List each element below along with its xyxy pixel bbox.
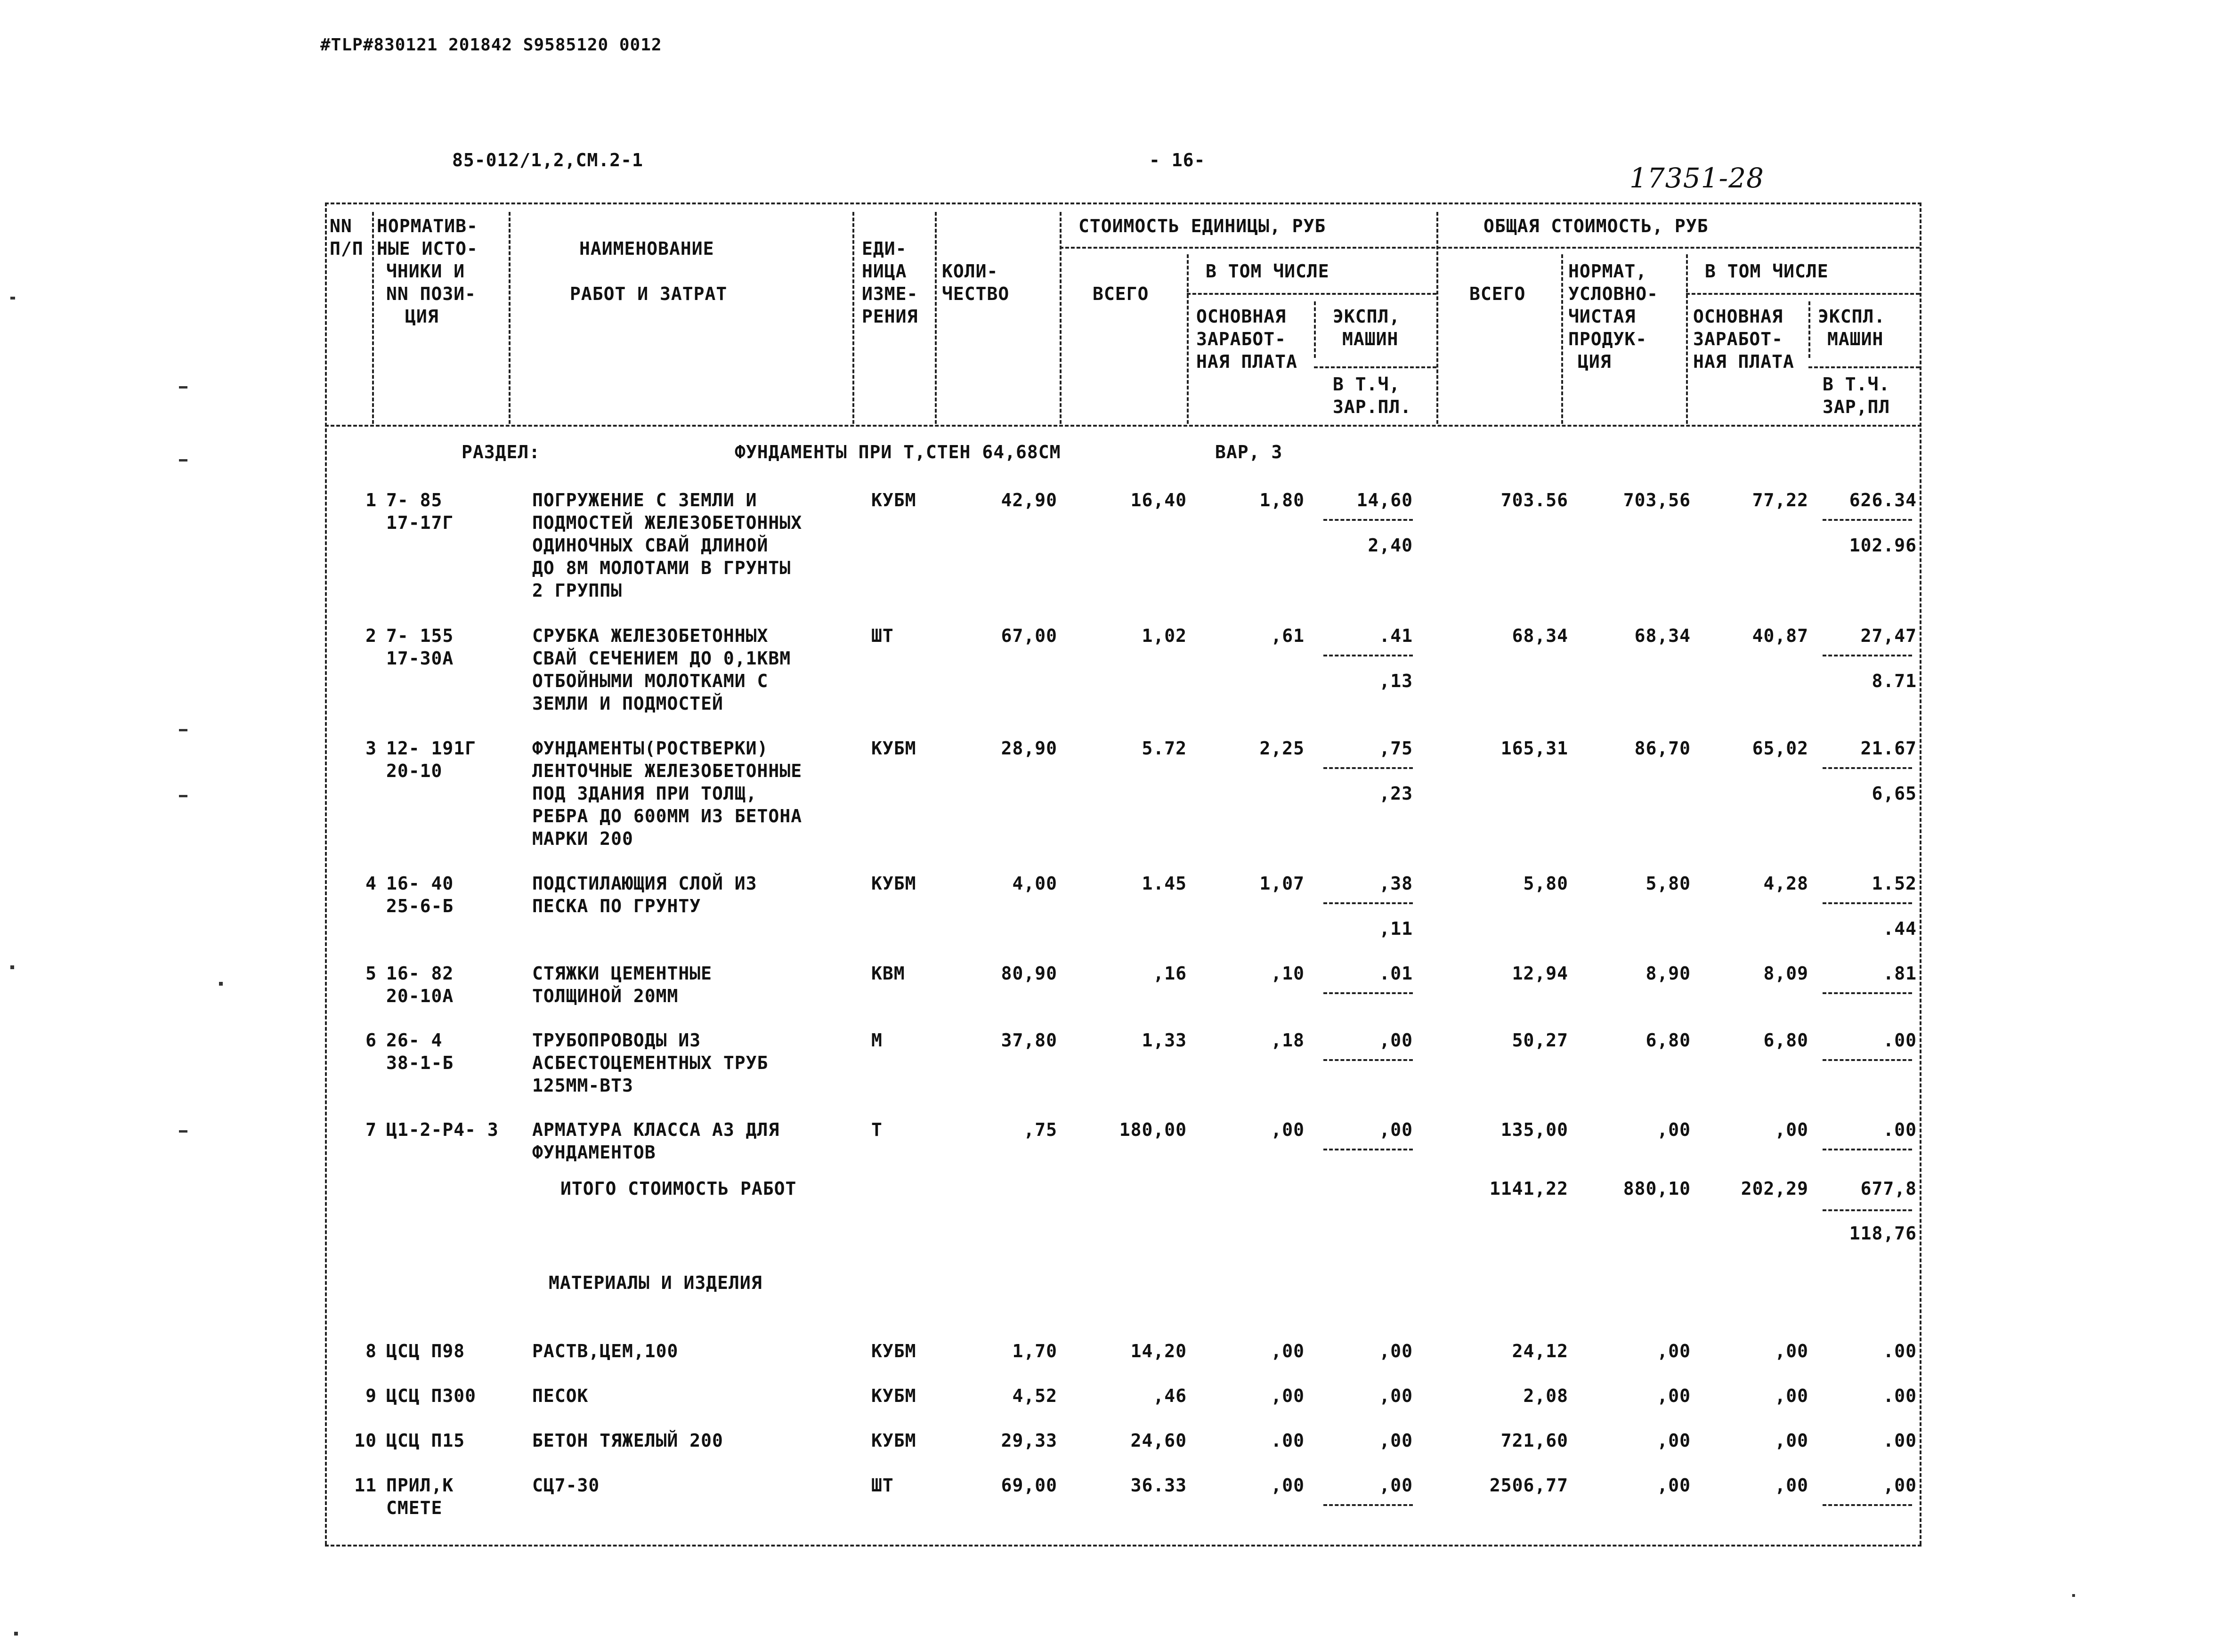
material-total: 2,08 xyxy=(1523,1385,1568,1406)
subtotal-dash xyxy=(1323,902,1413,904)
subtotal-dash xyxy=(1823,1149,1912,1150)
row-unit-base: ,10 xyxy=(1271,963,1305,984)
row-unit: М xyxy=(871,1030,883,1051)
header-unit-vsego: ВСЕГО xyxy=(1093,283,1149,304)
material-code-1: ЦСЦ П15 xyxy=(386,1430,465,1451)
scan-speck xyxy=(14,1632,18,1636)
header-osnovnaya2-2: ЗАРАБОТ- xyxy=(1693,329,1783,349)
row-unit: Т xyxy=(871,1119,883,1140)
header-subline xyxy=(1686,293,1920,295)
header-ekspl2-2: МАШИН xyxy=(1827,329,1884,349)
header-osnovnaya-1: ОСНОВНАЯ xyxy=(1196,306,1287,327)
row-total-norm: 6,80 xyxy=(1646,1030,1691,1051)
header-qty-1: КОЛИ- xyxy=(942,261,998,282)
header-vtch-2: ЗАР.ПЛ. xyxy=(1333,397,1412,417)
material-total: 721,60 xyxy=(1500,1430,1568,1451)
material-total-base: ,00 xyxy=(1775,1475,1808,1496)
row-total-base: 40,87 xyxy=(1752,625,1808,646)
row-total: 165,31 xyxy=(1500,738,1568,759)
subtotal-dash xyxy=(1823,992,1912,994)
material-number: 10 xyxy=(354,1430,377,1451)
subtotal-dash xyxy=(1323,519,1413,521)
itogo-label: ИТОГО СТОИМОСТЬ РАБОТ xyxy=(560,1178,797,1199)
header-subline xyxy=(1187,293,1436,295)
header-osnovnaya-3: НАЯ ПЛАТА xyxy=(1196,351,1297,372)
material-total: 2506,77 xyxy=(1489,1475,1568,1496)
material-unit-total: 24,60 xyxy=(1130,1430,1187,1451)
header-divider xyxy=(1686,254,1688,424)
material-qty: 29,33 xyxy=(1001,1430,1057,1451)
header-unit-cost-title: СТОИМОСТЬ ЕДИНИЦЫ, РУБ xyxy=(1078,216,1326,236)
row-unit-machines: .01 xyxy=(1379,963,1413,984)
page-number: - 16- xyxy=(1149,150,1206,170)
row-unit-base: ,00 xyxy=(1271,1119,1305,1140)
header-normat-1: НОРМАТ, xyxy=(1568,261,1647,282)
row-total: 135,00 xyxy=(1500,1119,1568,1140)
row-unit-base: 2,25 xyxy=(1259,738,1305,759)
row-code-1: Ц1-2-Р4- 3 xyxy=(386,1119,499,1140)
row-name-line: СРУБКА ЖЕЛЕЗОБЕТОННЫХ xyxy=(532,625,769,646)
row-total-machines-zp: 8.71 xyxy=(1872,671,1917,691)
header-normat-5: ЦИЯ xyxy=(1578,351,1612,372)
material-name: РАСТВ,ЦЕМ,100 xyxy=(532,1341,679,1361)
header-divider xyxy=(1060,212,1062,424)
material-unit-machines: ,00 xyxy=(1379,1385,1413,1406)
row-name-line: ОДИНОЧНЫХ СВАЙ ДЛИНОЙ xyxy=(532,535,769,556)
header-unit-2: НИЦА xyxy=(862,261,907,282)
material-unit: КУБМ xyxy=(871,1430,916,1451)
row-number: 3 xyxy=(365,738,377,759)
row-name-line: ПЕСКА ПО ГРУНТУ xyxy=(532,896,701,916)
subtotal-dash xyxy=(1823,655,1912,656)
scan-speck xyxy=(10,297,15,300)
section-variant: ВАР, 3 xyxy=(1215,442,1283,462)
header-osnovnaya2-1: ОСНОВНАЯ xyxy=(1693,306,1783,327)
row-unit-machines-zp: ,23 xyxy=(1379,783,1413,804)
row-name-line: ОТБОЙНЫМИ МОЛОТКАМИ С xyxy=(532,671,769,691)
row-total-machines: 1.52 xyxy=(1872,873,1917,894)
header-osnovnaya2-3: НАЯ ПЛАТА xyxy=(1693,351,1794,372)
material-qty: 69,00 xyxy=(1001,1475,1057,1496)
row-name-line: АСБЕСТОЦЕМЕНТНЫХ ТРУБ xyxy=(532,1053,769,1073)
scan-speck xyxy=(179,729,187,731)
material-unit-total: 14,20 xyxy=(1130,1341,1187,1361)
row-unit-machines-zp: ,11 xyxy=(1379,918,1413,939)
row-code-2: 20-10А xyxy=(386,986,454,1006)
subtotal-dash xyxy=(1323,767,1413,769)
section-label: РАЗДЕЛ: xyxy=(462,442,541,462)
row-code-2: 25-6-Б xyxy=(386,896,454,916)
header-unit-1: ЕДИ- xyxy=(862,238,907,259)
section-title: ФУНДАМЕНТЫ ПРИ Т,СТЕН 64,68СМ xyxy=(735,442,1061,462)
subtotal-dash xyxy=(1323,655,1413,656)
table-left-border xyxy=(325,202,327,1545)
row-unit: ШТ xyxy=(871,625,894,646)
material-unit: ШТ xyxy=(871,1475,894,1496)
itogo-base: 202,29 xyxy=(1741,1178,1808,1199)
row-code-2: 17-30А xyxy=(386,648,454,669)
material-total-norm: ,00 xyxy=(1657,1341,1691,1361)
row-code-1: 7- 155 xyxy=(386,625,454,646)
header-subline xyxy=(1060,247,1920,249)
row-total-norm: 8,90 xyxy=(1646,963,1691,984)
header-vtch-1: В Т.Ч, xyxy=(1333,374,1401,395)
scan-speck xyxy=(2072,1594,2075,1597)
row-unit-machines: 14,60 xyxy=(1356,490,1413,510)
header-divider xyxy=(509,212,511,424)
row-total-machines-zp: 6,65 xyxy=(1872,783,1917,804)
header-ekspl-2: МАШИН xyxy=(1342,329,1399,349)
row-unit-machines-zp: 2,40 xyxy=(1368,535,1413,556)
row-name-line: РЕБРА ДО 600ММ ИЗ БЕТОНА xyxy=(532,806,803,826)
material-total-base: ,00 xyxy=(1775,1430,1808,1451)
row-name-line: 125ММ-ВТЗ xyxy=(532,1075,633,1096)
row-unit-machines-zp: ,13 xyxy=(1379,671,1413,691)
material-number: 8 xyxy=(365,1341,377,1361)
row-unit: КУБМ xyxy=(871,490,916,510)
header-v-tom-chisle: В ТОМ ЧИСЛЕ xyxy=(1206,261,1329,282)
material-total-machines: ,00 xyxy=(1883,1475,1917,1496)
row-number: 2 xyxy=(365,625,377,646)
row-name-line: ФУНДАМЕНТЫ(РОСТВЕРКИ) xyxy=(532,738,769,759)
header-normat-2: УСЛОВНО- xyxy=(1568,283,1659,304)
row-unit-base: ,61 xyxy=(1271,625,1305,646)
row-total-machines: .81 xyxy=(1883,963,1917,984)
header-normat-3: ЧИСТАЯ xyxy=(1568,306,1636,327)
row-total: 12,94 xyxy=(1512,963,1568,984)
row-total-norm: 703,56 xyxy=(1623,490,1691,510)
row-unit: КУБМ xyxy=(871,738,916,759)
row-name-line: ПОГРУЖЕНИЕ С ЗЕМЛИ И xyxy=(532,490,757,510)
row-unit: КУБМ xyxy=(871,873,916,894)
table-right-border xyxy=(1920,202,1921,1545)
row-code-1: 16- 40 xyxy=(386,873,454,894)
row-total-base: 8,09 xyxy=(1763,963,1808,984)
row-unit-total: ,16 xyxy=(1153,963,1187,984)
material-name: ПЕСОК xyxy=(532,1385,589,1406)
material-total-base: ,00 xyxy=(1775,1385,1808,1406)
material-total-machines: .00 xyxy=(1883,1385,1917,1406)
row-code-2: 17-17Г xyxy=(386,512,454,533)
subtotal-dash xyxy=(1823,767,1912,769)
header-unit-3: ИЗМЕ- xyxy=(862,283,918,304)
row-qty: 80,90 xyxy=(1001,963,1057,984)
row-total: 50,27 xyxy=(1512,1030,1568,1051)
material-name: СЦ7-30 xyxy=(532,1475,600,1496)
scan-speck xyxy=(179,386,187,389)
subtotal-dash xyxy=(1323,1504,1413,1506)
row-total-machines-zp: .44 xyxy=(1883,918,1917,939)
row-total-norm: 5,80 xyxy=(1646,873,1691,894)
row-total-machines: 21.67 xyxy=(1860,738,1917,759)
row-qty: 42,90 xyxy=(1001,490,1057,510)
subtotal-dash xyxy=(1323,1149,1413,1150)
scan-speck xyxy=(179,459,187,462)
header-qty-2: ЧЕСТВО xyxy=(942,283,1010,304)
material-qty: 4,52 xyxy=(1012,1385,1057,1406)
material-unit-base: ,00 xyxy=(1271,1385,1305,1406)
row-unit-machines: ,38 xyxy=(1379,873,1413,894)
material-total-machines: .00 xyxy=(1883,1341,1917,1361)
header-divider xyxy=(1314,301,1316,358)
row-code-2: 38-1-Б xyxy=(386,1053,454,1073)
header-norm-1: НОРМАТИВ- xyxy=(377,216,478,236)
row-qty: 4,00 xyxy=(1012,873,1057,894)
row-total-norm: 68,34 xyxy=(1634,625,1691,646)
scan-speck xyxy=(179,1130,187,1133)
row-number: 5 xyxy=(365,963,377,984)
scan-speck xyxy=(10,965,14,969)
handwritten-number: 17351-28 xyxy=(1629,162,1764,194)
row-name-line: ПОДСТИЛАЮЩИЯ СЛОЙ ИЗ xyxy=(532,873,757,894)
material-code-2: СМЕТЕ xyxy=(386,1498,443,1518)
row-name-line: ПОДМОСТЕЙ ЖЕЛЕЗОБЕТОННЫХ xyxy=(532,512,803,533)
row-name-line: ТОЛЩИНОЙ 20ММ xyxy=(532,986,679,1006)
header-normat-4: ПРОДУК- xyxy=(1568,329,1647,349)
material-number: 11 xyxy=(354,1475,377,1496)
row-total-base: 65,02 xyxy=(1752,738,1808,759)
header-subline xyxy=(1314,366,1436,368)
row-unit-total: 1.45 xyxy=(1142,873,1187,894)
document-code: #TLP#830121 201842 S9585120 0012 xyxy=(320,35,662,55)
row-qty: ,75 xyxy=(1023,1119,1057,1140)
material-total-norm: ,00 xyxy=(1657,1475,1691,1496)
material-total-base: ,00 xyxy=(1775,1341,1808,1361)
subtotal-dash xyxy=(1323,992,1413,994)
row-qty: 37,80 xyxy=(1001,1030,1057,1051)
header-norm-5: ЦИЯ xyxy=(405,306,439,327)
subtotal-dash xyxy=(1823,902,1912,904)
material-unit-base: .00 xyxy=(1271,1430,1305,1451)
row-unit-machines: ,00 xyxy=(1379,1030,1413,1051)
row-total-machines: 27,47 xyxy=(1860,625,1917,646)
material-name: БЕТОН ТЯЖЕЛЫЙ 200 xyxy=(532,1430,723,1451)
row-number: 1 xyxy=(365,490,377,510)
header-ekspl2-1: ЭКСПЛ. xyxy=(1818,306,1886,327)
row-code-1: 26- 4 xyxy=(386,1030,443,1051)
itogo-norm: 880,10 xyxy=(1623,1178,1691,1199)
row-code-1: 7- 85 xyxy=(386,490,443,510)
header-nn: NN xyxy=(330,216,352,236)
row-name-line: ДО 8М МОЛОТАМИ В ГРУНТЫ xyxy=(532,558,791,578)
header-divider xyxy=(1187,254,1189,424)
row-name-line: АРМАТУРА КЛАССА А3 ДЛЯ xyxy=(532,1119,780,1140)
header-total-vsego: ВСЕГО xyxy=(1469,283,1526,304)
material-unit-base: ,00 xyxy=(1271,1475,1305,1496)
row-total-base: 4,28 xyxy=(1763,873,1808,894)
scan-speck xyxy=(179,795,187,797)
material-code-1: ЦСЦ П98 xyxy=(386,1341,465,1361)
row-name-line: СТЯЖКИ ЦЕМЕНТНЫЕ xyxy=(532,963,713,984)
row-qty: 28,90 xyxy=(1001,738,1057,759)
itogo-machines: 677,8 xyxy=(1860,1178,1917,1199)
row-total: 68,34 xyxy=(1512,625,1568,646)
row-total-norm: 86,70 xyxy=(1634,738,1691,759)
row-number: 4 xyxy=(365,873,377,894)
row-name-line: ФУНДАМЕНТОВ xyxy=(532,1142,656,1163)
document-reference: 85-012/1,2,СМ.2-1 xyxy=(452,150,643,170)
material-unit-machines: ,00 xyxy=(1379,1430,1413,1451)
material-code-1: ПРИЛ,К xyxy=(386,1475,454,1496)
header-divider xyxy=(372,212,374,424)
row-code-1: 16- 82 xyxy=(386,963,454,984)
row-unit-total: 1,02 xyxy=(1142,625,1187,646)
table-bottom-border xyxy=(325,1545,1921,1547)
scan-speck xyxy=(219,982,223,986)
header-name-2: РАБОТ И ЗАТРАТ xyxy=(570,283,728,304)
row-total-machines-zp: 102.96 xyxy=(1849,535,1917,556)
row-unit: КВМ xyxy=(871,963,905,984)
material-code-1: ЦСЦ П300 xyxy=(386,1385,477,1406)
row-unit-base: ,18 xyxy=(1271,1030,1305,1051)
row-total-machines: 626.34 xyxy=(1849,490,1917,510)
materials-title: МАТЕРИАЛЫ И ИЗДЕЛИЯ xyxy=(549,1272,762,1293)
header-total-cost-title: ОБЩАЯ СТОИМОСТЬ, РУБ xyxy=(1483,216,1709,236)
row-number: 6 xyxy=(365,1030,377,1051)
subtotal-dash xyxy=(1823,519,1912,521)
table-header-bottom-border xyxy=(325,425,1921,427)
header-name-1: НАИМЕНОВАНИЕ xyxy=(579,238,714,259)
row-total: 5,80 xyxy=(1523,873,1568,894)
row-total-base: 6,80 xyxy=(1763,1030,1808,1051)
header-osnovnaya-2: ЗАРАБОТ- xyxy=(1196,329,1287,349)
row-unit-total: 1,33 xyxy=(1142,1030,1187,1051)
row-unit-machines: ,00 xyxy=(1379,1119,1413,1140)
itogo-total: 1141,22 xyxy=(1489,1178,1568,1199)
row-name-line: 2 ГРУППЫ xyxy=(532,580,623,601)
subtotal-dash xyxy=(1323,1059,1413,1061)
row-total-norm: ,00 xyxy=(1657,1119,1691,1140)
row-unit-base: 1,80 xyxy=(1259,490,1305,510)
material-qty: 1,70 xyxy=(1012,1341,1057,1361)
header-norm-4: NN ПОЗИ- xyxy=(386,283,477,304)
row-number: 7 xyxy=(365,1119,377,1140)
material-total: 24,12 xyxy=(1512,1341,1568,1361)
row-qty: 67,00 xyxy=(1001,625,1057,646)
material-unit: КУБМ xyxy=(871,1385,916,1406)
header-v-tom-chisle-2: В ТОМ ЧИСЛЕ xyxy=(1705,261,1829,282)
header-divider xyxy=(852,212,854,424)
row-name-line: МАРКИ 200 xyxy=(532,828,633,849)
header-unit-4: РЕНИЯ xyxy=(862,306,918,327)
row-unit-total: 16,40 xyxy=(1130,490,1187,510)
row-name-line: ТРУБОПРОВОДЫ ИЗ xyxy=(532,1030,701,1051)
header-divider xyxy=(1436,212,1438,424)
material-unit-total: ,46 xyxy=(1153,1385,1187,1406)
header-vtch2-2: ЗАР,ПЛ xyxy=(1823,397,1890,417)
material-number: 9 xyxy=(365,1385,377,1406)
itogo-machines-zp: 118,76 xyxy=(1849,1223,1917,1244)
row-unit-total: 5.72 xyxy=(1142,738,1187,759)
table-top-border xyxy=(325,202,1921,204)
row-code-1: 12- 191Г xyxy=(386,738,477,759)
header-divider xyxy=(1561,254,1563,424)
header-pp: П/П xyxy=(330,238,364,259)
row-unit-base: 1,07 xyxy=(1259,873,1305,894)
subtotal-dash xyxy=(1823,1059,1912,1061)
material-total-machines: .00 xyxy=(1883,1430,1917,1451)
material-total-norm: ,00 xyxy=(1657,1430,1691,1451)
material-unit-machines: ,00 xyxy=(1379,1341,1413,1361)
header-norm-3: ЧНИКИ И xyxy=(386,261,465,282)
header-subline xyxy=(1808,366,1920,368)
material-total-norm: ,00 xyxy=(1657,1385,1691,1406)
header-ekspl-1: ЭКСПЛ, xyxy=(1333,306,1401,327)
itogo-subline xyxy=(1823,1209,1912,1211)
header-norm-2: НЫЕ ИСТО- xyxy=(377,238,478,259)
subtotal-dash xyxy=(1823,1504,1912,1506)
row-total-base: ,00 xyxy=(1775,1119,1808,1140)
material-unit-base: ,00 xyxy=(1271,1341,1305,1361)
material-unit: КУБМ xyxy=(871,1341,916,1361)
row-unit-total: 180,00 xyxy=(1119,1119,1187,1140)
row-code-2: 20-10 xyxy=(386,761,443,781)
row-name-line: ЗЕМЛИ И ПОДМОСТЕЙ xyxy=(532,693,723,714)
material-unit-machines: ,00 xyxy=(1379,1475,1413,1496)
row-unit-machines: ,75 xyxy=(1379,738,1413,759)
row-name-line: СВАЙ СЕЧЕНИЕМ ДО 0,1КВМ xyxy=(532,648,791,669)
row-unit-machines: .41 xyxy=(1379,625,1413,646)
row-total-machines: .00 xyxy=(1883,1030,1917,1051)
row-total-machines: .00 xyxy=(1883,1119,1917,1140)
row-name-line: ПОД ЗДАНИЯ ПРИ ТОЛЩ, xyxy=(532,783,757,804)
row-total-base: 77,22 xyxy=(1752,490,1808,510)
row-name-line: ЛЕНТОЧНЫЕ ЖЕЛЕЗОБЕТОННЫЕ xyxy=(532,761,803,781)
material-unit-total: 36.33 xyxy=(1130,1475,1187,1496)
header-divider xyxy=(1808,301,1810,358)
row-total: 703.56 xyxy=(1500,490,1568,510)
header-vtch2-1: В Т.Ч. xyxy=(1823,374,1890,395)
header-divider xyxy=(935,212,937,424)
